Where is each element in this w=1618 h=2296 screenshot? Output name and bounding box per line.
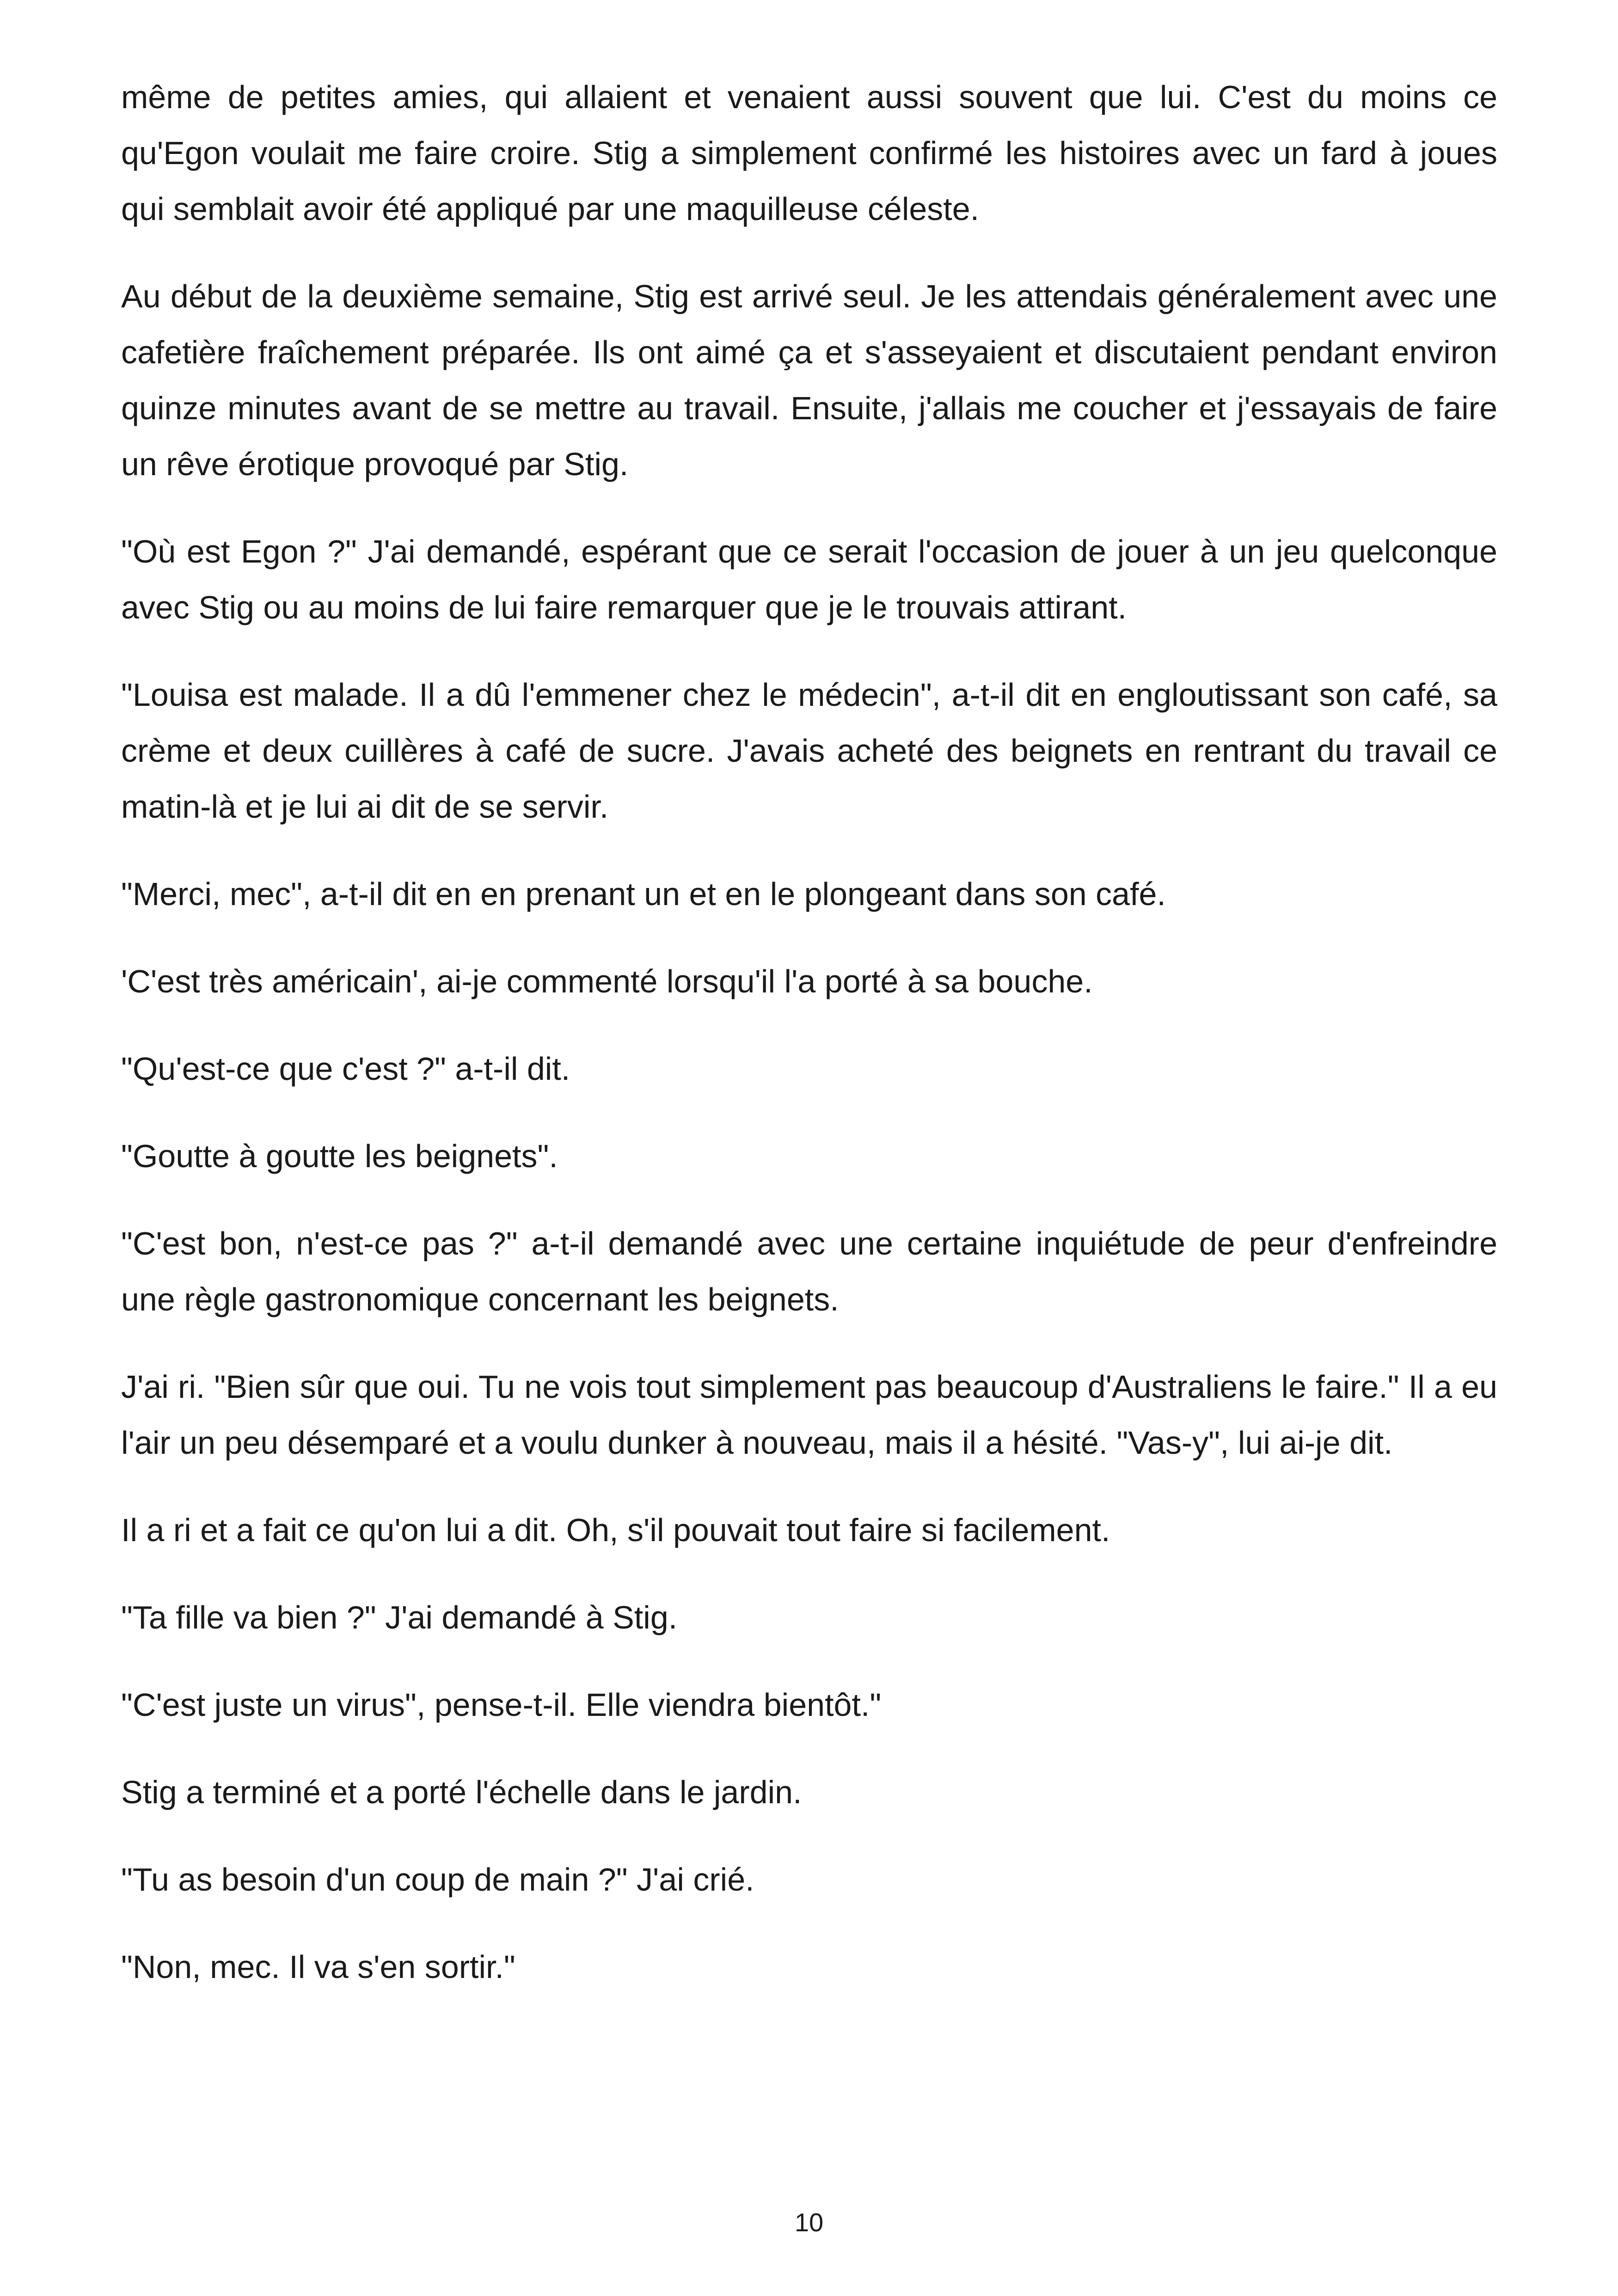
paragraph: J'ai ri. "Bien sûr que oui. Tu ne vois tout simplement pas beaucoup d'Australiens le faire." Il a eu l'air un peu désemparé et a voulu dunker à nouveau, mais il a hésité. "Vas-y", lui ai-je dit.	[121, 1369, 1497, 1461]
paragraph: Il a ri et a fait ce qu'on lui a dit. Oh, s'il pouvait tout faire si facilement.	[121, 1512, 1110, 1548]
paragraph: "Merci, mec", a-t-il dit en en prenant un et en le plongeant dans son café.	[121, 876, 1166, 912]
body-text	[121, 69, 1497, 2027]
paragraph: "Non, mec. Il va s'en sortir."	[121, 1949, 515, 1985]
paragraph: Stig a terminé et a porté l'échelle dans le jardin.	[121, 1774, 802, 1810]
paragraph: "Tu as besoin d'un coup de main ?" J'ai crié.	[121, 1861, 754, 1898]
page-number: 10	[794, 2208, 824, 2237]
paragraph: "C'est bon, n'est-ce pas ?" a-t-il demandé avec une certaine inquiétude de peur d'enfreindre une règle gastronomique concernant les beignets.	[121, 1225, 1497, 1317]
paragraph: "Louisa est malade. Il a dû l'emmener chez le médecin", a-t-il dit en engloutissant son café, sa crème et deux cuillères à café de sucre. J'avais acheté des beignets en rentrant du travail ce matin-là et je lui ai dit de se servir.	[121, 677, 1497, 825]
paragraph: "Goutte à goutte les beignets".	[121, 1138, 558, 1174]
paragraph: "Où est Egon ?" J'ai demandé, espérant que ce serait l'occasion de jouer à un jeu quelconque avec Stig ou au moins de lui faire remarquer que je le trouvais attirant.	[121, 533, 1497, 625]
paragraph: même de petites amies, qui allaient et venaient aussi souvent que lui. C'est du moins ce qu'Egon voulait me faire croire. Stig a simplement confirmé les histoires avec un fard à joues qui semblait avoir été appliqué par une maquilleuse céleste.	[121, 79, 1497, 227]
paragraph: "Ta fille va bien ?" J'ai demandé à Stig.	[121, 1599, 678, 1635]
paragraph: 'C'est très américain', ai-je commenté lorsqu'il l'a porté à sa bouche.	[121, 963, 1093, 999]
paragraph: "Qu'est-ce que c'est ?" a-t-il dit.	[121, 1051, 570, 1087]
paragraph: Au début de la deuxième semaine, Stig est arrivé seul. Je les attendais généralement avec une cafetière fraîchement préparée. Ils ont aimé ça et s'asseyaient et discutaient pendant environ quinze minutes avant de se mettre au travail. Ensuite, j'allais me coucher et j'essayais de faire un rêve érotique provoqué par Stig.	[121, 278, 1497, 482]
paragraph: "C'est juste un virus", pense-t-il. Elle viendra bientôt."	[121, 1687, 882, 1723]
